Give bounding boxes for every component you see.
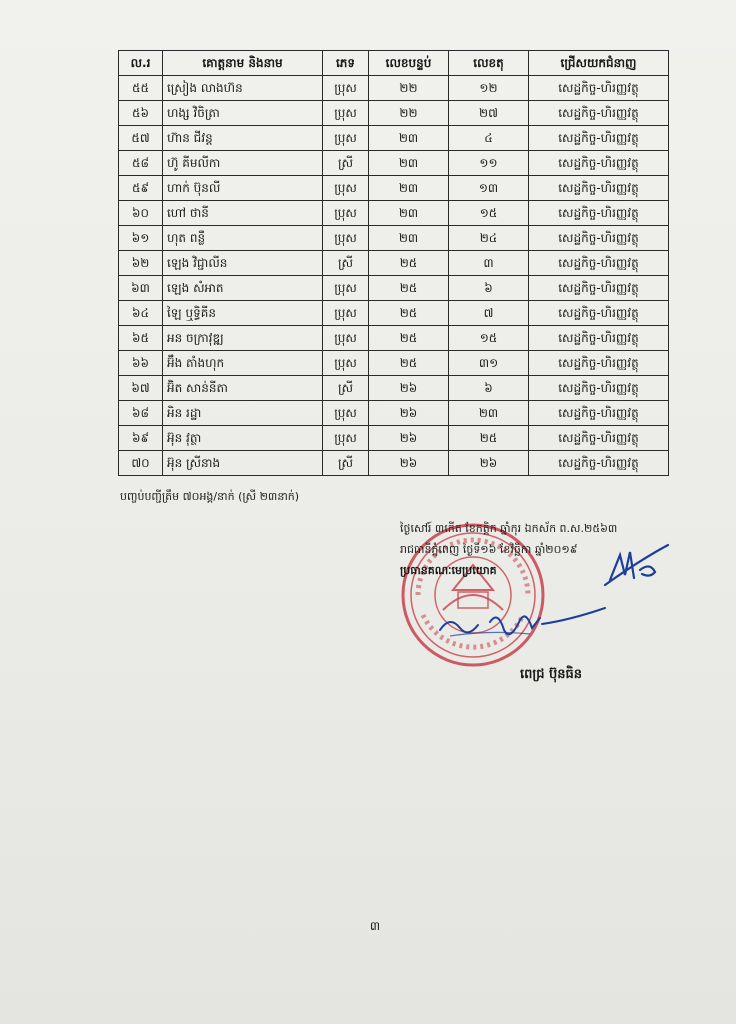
cell-room: ២៦ (369, 401, 449, 426)
cell-gender: ប្រុស (323, 176, 369, 201)
cell-number: ៥៦ (119, 101, 163, 126)
cell-desk: ៦ (449, 376, 529, 401)
cell-room: ២៥ (369, 351, 449, 376)
cell-room: ២៦ (369, 426, 449, 451)
cell-gender: ប្រុស (323, 126, 369, 151)
header-major: ជ្រើសយកជំនាញ (529, 51, 669, 76)
cell-room: ២៦ (369, 376, 449, 401)
cell-number: ៦២ (119, 251, 163, 276)
cell-room: ២៥ (369, 301, 449, 326)
signatory-title: ប្រធានគណៈមេប្រយោគ (400, 564, 497, 577)
cell-name: ហុត ពន្លឺ (163, 226, 323, 251)
cell-desk: ៣១ (449, 351, 529, 376)
table-row (119, 226, 669, 251)
table-row (119, 326, 669, 351)
cell-name: ហង្ស វិចិត្រា (163, 101, 323, 126)
table-row (119, 376, 669, 401)
cell-number: ៦១ (119, 226, 163, 251)
cell-name: ឡេង សំអាត (163, 276, 323, 301)
table-row (119, 401, 669, 426)
cell-room: ២៥ (369, 276, 449, 301)
cell-major: សេដ្ឋកិច្ច-ហិរញ្ញវត្ថុ (529, 326, 669, 351)
cell-number: ៥៥ (119, 76, 163, 101)
cell-major: សេដ្ឋកិច្ច-ហិរញ្ញវត្ថុ (529, 301, 669, 326)
cell-number: ៥៧ (119, 126, 163, 151)
cell-name: ឡៃ ឬទ្ធិគីន (163, 301, 323, 326)
cell-major: សេដ្ឋកិច្ច-ហិរញ្ញវត្ថុ (529, 226, 669, 251)
cell-number: ៦៧ (119, 376, 163, 401)
table-body (119, 76, 669, 476)
cell-desk: ១៥ (449, 326, 529, 351)
cell-major: សេដ្ឋកិច្ច-ហិរញ្ញវត្ថុ (529, 151, 669, 176)
handwritten-signature (430, 600, 610, 650)
table-row (119, 351, 669, 376)
cell-number: ៦៣ (119, 276, 163, 301)
cell-gender: ប្រុស (323, 426, 369, 451)
cell-major: សេដ្ឋកិច្ច-ហិរញ្ញវត្ថុ (529, 351, 669, 376)
cell-name: ហ៊ាន ជីវន្ត (163, 126, 323, 151)
cell-gender: ប្រុស (323, 301, 369, 326)
cell-major: សេដ្ឋកិច្ច-ហិរញ្ញវត្ថុ (529, 176, 669, 201)
student-table (118, 50, 669, 476)
table-row (119, 301, 669, 326)
cell-number: ៦៤ (119, 301, 163, 326)
cell-gender: ស្រី (323, 151, 369, 176)
cell-gender: ប្រុស (323, 101, 369, 126)
date-solar: រាជធានីភ្នំពេញ ថ្ងៃទី១៦ ខែវិច្ឆិកា ឆ្នាំ២០១៩ (400, 543, 578, 556)
page-number: ៣ (369, 919, 381, 933)
cell-room: ២៣ (369, 201, 449, 226)
initials-signature (600, 540, 670, 595)
cell-name: ហ៊ូ គីមលីកា (163, 151, 323, 176)
cell-name: ហាក់ ប៊ុនលី (163, 176, 323, 201)
cell-room: ២២ (369, 101, 449, 126)
cell-major: សេដ្ឋកិច្ច-ហិរញ្ញវត្ថុ (529, 126, 669, 151)
cell-number: ៥៩ (119, 176, 163, 201)
cell-desk: ២៥ (449, 426, 529, 451)
table-header-row (119, 51, 669, 76)
table-row (119, 201, 669, 226)
cell-name: អ៊ឹង តាំងហុក (163, 351, 323, 376)
cell-desk: ១២ (449, 76, 529, 101)
date-block (400, 518, 617, 581)
cell-room: ២៣ (369, 226, 449, 251)
cell-room: ២៥ (369, 251, 449, 276)
cell-desk: ២៧ (449, 101, 529, 126)
table-row (119, 151, 669, 176)
cell-major: សេដ្ឋកិច្ច-ហិរញ្ញវត្ថុ (529, 76, 669, 101)
cell-name: ហៅ ថានី (163, 201, 323, 226)
cell-desk: ៤ (449, 126, 529, 151)
table-row (119, 426, 669, 451)
cell-gender: ស្រី (323, 376, 369, 401)
table-row (119, 451, 669, 476)
cell-major: សេដ្ឋកិច្ច-ហិរញ្ញវត្ថុ (529, 451, 669, 476)
cell-gender: ប្រុស (323, 226, 369, 251)
cell-major: សេដ្ឋកិច្ច-ហិរញ្ញវត្ថុ (529, 251, 669, 276)
cell-major: សេដ្ឋកិច្ច-ហិរញ្ញវត្ថុ (529, 426, 669, 451)
cell-name: អិន រដ្ឋា (163, 401, 323, 426)
table-row (119, 276, 669, 301)
cell-number: ៦៩ (119, 426, 163, 451)
header-gender: ភេទ (323, 51, 369, 76)
cell-gender: ប្រុស (323, 326, 369, 351)
signatory-name: ពេជ្រ ប៊ុនធិន (520, 667, 583, 682)
cell-room: ២៥ (369, 326, 449, 351)
cell-name: អ៊ុន វុត្ថា (163, 426, 323, 451)
table-row (119, 76, 669, 101)
cell-number: ៥៨ (119, 151, 163, 176)
cell-number: ៦៦ (119, 351, 163, 376)
cell-number: ៦០ (119, 201, 163, 226)
table-row (119, 126, 669, 151)
cell-gender: ស្រី (323, 251, 369, 276)
table-row (119, 251, 669, 276)
cell-desk: ២៣ (449, 401, 529, 426)
cell-desk: ១៥ (449, 201, 529, 226)
cell-number: ៧០ (119, 451, 163, 476)
cell-gender: ស្រី (323, 451, 369, 476)
cell-room: ២៦ (369, 451, 449, 476)
cell-major: សេដ្ឋកិច្ច-ហិរញ្ញវត្ថុ (529, 401, 669, 426)
table-row (119, 101, 669, 126)
cell-name: ស្រៀង លាងហ៊ន (163, 76, 323, 101)
cell-gender: ប្រុស (323, 76, 369, 101)
cell-desk: ១១ (449, 151, 529, 176)
cell-name: អន ចក្រាវុឌ្ឍ (163, 326, 323, 351)
header-number: ល.រ (119, 51, 163, 76)
cell-room: ២៣ (369, 151, 449, 176)
cell-number: ៦៨ (119, 401, 163, 426)
list-summary: បញ្ចប់បញ្ជីត្រឹម ៧០អង្គ/នាក់ (ស្រី ២៣នាក់) (120, 490, 300, 503)
header-name: គោត្តនាម និងនាម (163, 51, 323, 76)
cell-gender: ប្រុស (323, 276, 369, 301)
cell-room: ២៣ (369, 126, 449, 151)
cell-major: សេដ្ឋកិច្ច-ហិរញ្ញវត្ថុ (529, 201, 669, 226)
cell-major: សេដ្ឋកិច្ច-ហិរញ្ញវត្ថុ (529, 276, 669, 301)
cell-gender: ប្រុស (323, 401, 369, 426)
cell-name: ឡេង វិជ្ជាលីន (163, 251, 323, 276)
cell-room: ២២ (369, 76, 449, 101)
date-lunar: ថ្ងៃសៅរ៍ ៣កើត ខែកត្តិក ឆ្នាំកុរ ឯកស័ក ព.ស.២៥៦៣ (400, 522, 618, 535)
header-room: លេខបន្ទប់ (369, 51, 449, 76)
cell-desk: ១៣ (449, 176, 529, 201)
cell-desk: ២៦ (449, 451, 529, 476)
cell-gender: ប្រុស (323, 201, 369, 226)
cell-gender: ប្រុស (323, 351, 369, 376)
cell-name: អ៊ិត សាន់នីតា (163, 376, 323, 401)
cell-desk: ២៤ (449, 226, 529, 251)
cell-major: សេដ្ឋកិច្ច-ហិរញ្ញវត្ថុ (529, 101, 669, 126)
table-row (119, 176, 669, 201)
cell-desk: ៦ (449, 276, 529, 301)
cell-major: សេដ្ឋកិច្ច-ហិរញ្ញវត្ថុ (529, 376, 669, 401)
cell-room: ២៣ (369, 176, 449, 201)
cell-desk: ៣ (449, 251, 529, 276)
cell-desk: ៧ (449, 301, 529, 326)
cell-name: អ៊ុន ស្រីនាង (163, 451, 323, 476)
cell-number: ៦៥ (119, 326, 163, 351)
header-desk: លេខតុ (449, 51, 529, 76)
